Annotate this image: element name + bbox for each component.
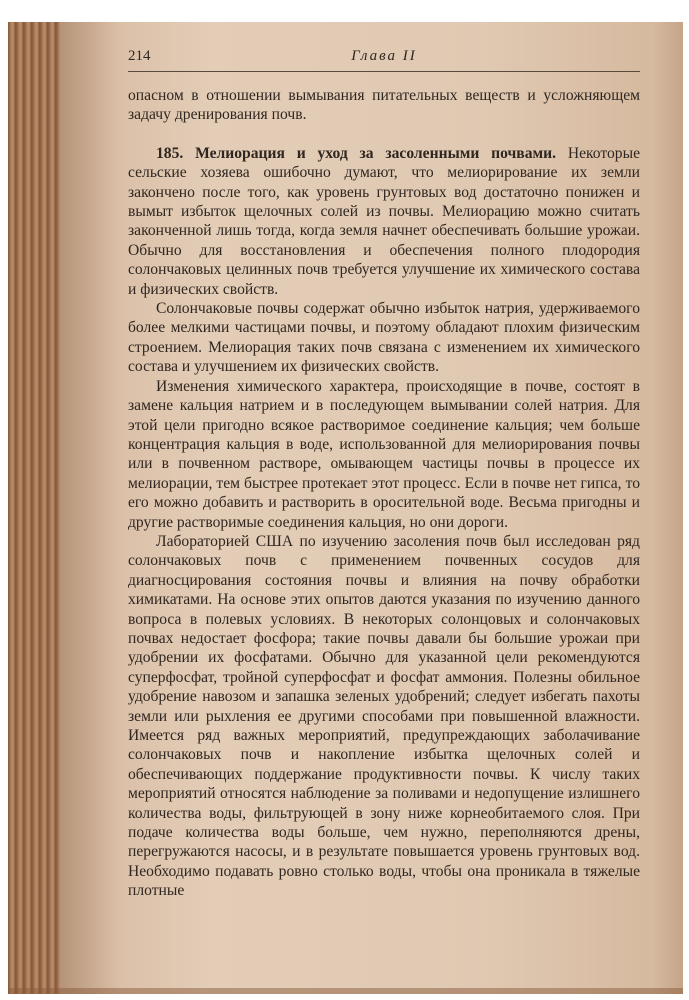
- paragraph-continued: опасном в отношении вымывания питательных веществ и усложняющем задачу дренирования почв.: [128, 87, 640, 124]
- bottom-edge: [8, 988, 683, 994]
- page-edge-shadow: [653, 22, 683, 994]
- running-header: [128, 48, 640, 72]
- book-spine: [8, 22, 60, 994]
- section-185-text: Некоторые сельские хозяева ошибочно думают, что мелиорирование их земли закончено после того, как уровень грунтовых вод достаточно понижен и вымыт избыток щелочных солей из почвы. Мелиорацию можно считать законченной лишь тогда, когда земля начнет обеспечивать большие урожаи. Обычно для восстановления и обеспечения полного плодородия солончаковых целинных почв требуется улучшение их химического состава и физических свойств.: [128, 144, 640, 298]
- paragraph-solonchak: Солончаковые почвы содержат обычно избыток натрия, удерживаемого более мелкими частицами почвы, и поэтому обладают плохим физическим строением. Мелиорация таких почв связана с изменением их химического состава и улучшением их физических свойств.: [128, 300, 640, 376]
- paragraph-usa-laboratory: Лабораторией США по изучению засоления почв был исследован ряд солончаковых почв с применением почвенных сосудов для диагносцирования состояния почвы и влияния на почву обработки химикатами. На основе этих опытов даются указания по изучению данного вопроса в полевых условиях. В некоторых солонцовых и солончаковых почвах недостает фосфора; такие почвы давали бы большие урожаи при удобрении их фосфатами. Обычно для указанной цели рекомендуются суперфосфат, тройной суперфосфат и фосфат аммония. Полезны обильное удобрение навозом и запашка зеленых удобрений; следует избегать пахоты земли или рыхления ее другими способами при повышенной влажности. Имеется ряд важных мероприятий, предупреждающих заболачивание солончаковых почв и накопление избытка щелочных солей и обеспечивающих поддержание продуктивности почвы. К числу таких мероприятий относятся наблюдение за поливами и недопущение излишнего количества воды, фильтрующей в зону ниже корнеобитаемого слоя. При подаче количества воды больше, чем нужно, переполняются дрены, перегружаются насосы, и в результате повышается уровень грунтовых вод. Необходимо подавать ровно столько воды, чтобы она проникала в тяжелые плотные: [128, 532, 640, 900]
- section-number: 185.: [156, 144, 184, 162]
- page-number: 214: [128, 48, 151, 64]
- chapter-title: Глава II: [351, 48, 417, 64]
- page-content: [128, 48, 640, 901]
- gutter-shadow: [60, 22, 120, 994]
- body-text: [128, 86, 640, 901]
- paragraph-chemical-changes: Изменения химического характера, происходящие в почве, состоят в замене кальция натрием и в последующем вымывании солей натрия. Для этой цели пригодно всякое растворимое соединение кальция; чем больше концентрация кальция в воде, использованной для мелиорирования почвы или в почвенном растворе, омывающем частицы почвы в процессе их мелиорации, тем быстрее протекает этот процесс. Если в почве нет гипса, то его можно добавить и растворить в оросительной воде. Весьма пригодны и другие растворимые соединения кальция, но они дороги.: [128, 377, 640, 531]
- section-title: Мелиорация и уход за засоленными почвами.: [195, 144, 557, 162]
- section-185-paragraph: [128, 144, 640, 299]
